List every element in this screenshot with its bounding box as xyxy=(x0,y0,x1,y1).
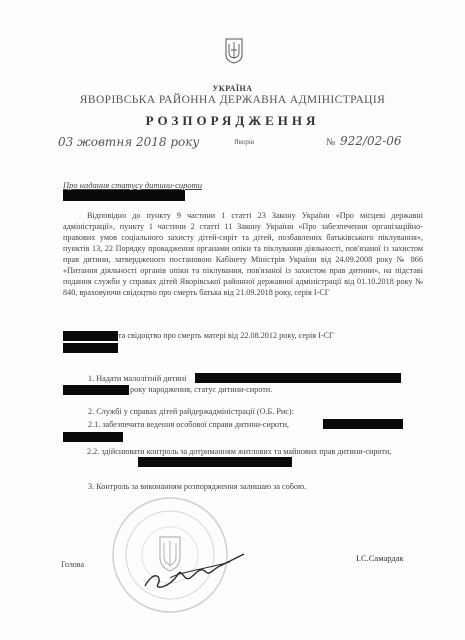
redacted-name xyxy=(63,190,185,201)
redacted-birth-date xyxy=(63,385,129,395)
redacted-child-name xyxy=(138,457,292,467)
item-1-text: 1. Надати малолітній дитині xyxy=(88,374,187,383)
document-city: Яворів xyxy=(234,138,255,146)
redacted-certificate-number xyxy=(63,343,118,353)
redacted-child-name xyxy=(195,373,401,383)
preamble-end: та свідоцтво про смерть матері від 22.08.2012 року, серія I-СГ xyxy=(118,331,334,340)
handwritten-signature xyxy=(140,548,250,593)
signatory-title: Голова xyxy=(61,560,85,569)
document-date: 03 жовтня 2018 року xyxy=(58,135,200,149)
item-2-1-text: 2.1. забезпечити ведення особової справи дитини-сироти, xyxy=(88,420,289,429)
administration-name: ЯВОРІВСЬКА РАЙОННА ДЕРЖАВНА АДМІНІСТРАЦІЯ xyxy=(79,94,386,106)
item-1-end: року народження, статус дитини-сироти. xyxy=(130,385,273,394)
redacted-child-name xyxy=(323,419,403,429)
document-subject: Про надання статусу дитини-сироти xyxy=(63,180,203,190)
coat-of-arms-icon xyxy=(225,38,243,64)
redacted-certificate-number xyxy=(63,331,118,341)
redacted-child-name xyxy=(63,432,123,442)
number-prefix: № xyxy=(326,137,336,148)
country-name: УКРАЇНА xyxy=(212,84,253,93)
item-2-text: 2. Службі у справах дітей райдержадміністрації (О.Б. Рис): xyxy=(88,407,294,416)
document-type: РОЗПОРЯДЖЕННЯ xyxy=(145,113,320,128)
document-number: 922/02-06 xyxy=(340,134,402,148)
item-2-2-text: 2.2. здійснювати контроль за дотриманням житлових та майнових прав дитини-сироти, xyxy=(87,447,392,456)
signatory-name: І.С.Самардак xyxy=(356,553,404,563)
preamble-paragraph: Відповідно до пункту 9 частини 1 статті 23 Закону України «Про місцеві державні адміністрації», пункту 1 частини 2 статті 11 Закону України «Про забезпечення організаційно-правових умов соціального захисту дітей-сиріт та дітей, позбавлених батьківського піклування», пунктів 13, 22 Порядку провадження органами опіки та піклування діяльності, пов'язаної із захистом прав дитини, затвердженого постановою Кабінету Міністрів України від 24.09.2008 року № 866 «Питання діяльності органів опіки та піклування, пов'язаної із захистом прав дитини», на підставі подання служби у справах дітей Яворівської районної державної адміністрації від 01.10.2018 року № 840, враховуючи свідоцтво про смерть батька від 21.09.2018 року, серія I-СГ xyxy=(63,211,423,297)
item-3-text: 3. Контроль за виконанням розпорядження залишаю за собою. xyxy=(88,482,307,491)
